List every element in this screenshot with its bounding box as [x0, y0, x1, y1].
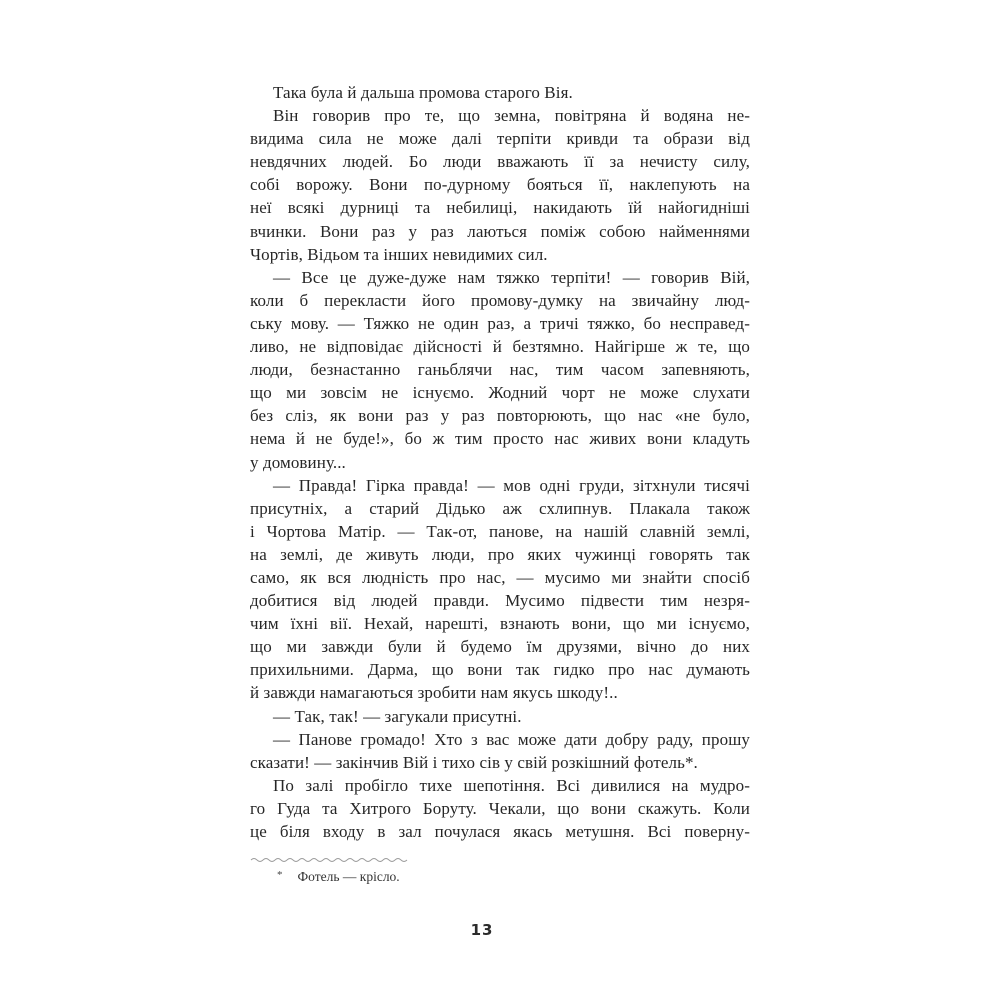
text-line: ську мову. — Тяжко не один раз, а тричі тяжко, бо несправед- — [250, 313, 750, 333]
paragraph — [250, 104, 750, 266]
text-line: видима сила не може далі терпіти кривди та образи від — [250, 129, 750, 149]
text-line: прихильними. Дарма, що вони так гидко про нас думають — [250, 660, 750, 680]
text-line: коли б перекласти його промову-думку на звичайну люд- — [250, 290, 750, 310]
text-line: — Правда! Гірка правда! — мов одні груди, зітхнули тисячі — [273, 475, 750, 495]
text-line: у домовину... — [250, 452, 346, 472]
text-line: По залі пробігло тихе шепотіння. Всі дивилися на мудро- — [273, 775, 750, 795]
text-block — [250, 81, 750, 843]
text-line: це біля входу в зал почулася якась метушня. Всі поверну- — [250, 822, 750, 841]
text-line: Чортів, Відьом та інших невидимих сил. — [250, 244, 548, 264]
footnote-text: Фотель — крісло. — [297, 869, 400, 884]
footnote-separator-wavy-rule — [250, 856, 413, 862]
page-number: 13 — [470, 921, 494, 939]
paragraph — [250, 266, 750, 474]
text-line: сказати! — закінчив Вій і тихо сів у свій розкішний фотель*. — [250, 752, 698, 772]
text-line: само, як вся людність про нас, — мусимо ми знайти спосіб — [250, 567, 750, 587]
text-line: го Гуда та Хитрого Боруту. Чекали, що вони скажуть. Коли — [250, 798, 750, 818]
text-line: добитися від людей правди. Мусимо підвести тим незря- — [250, 591, 750, 611]
text-line: вчинки. Вони раз у раз лаються поміж собою найменнями — [250, 221, 750, 241]
text-line: без сліз, як вони раз у раз повторюють, що нас «не було, — [250, 406, 750, 426]
text-line: ливо, не відповідає дійсності й безтямно. Найгірше ж те, що — [250, 337, 750, 357]
footnote-line — [250, 867, 750, 885]
text-line: і Чортова Матір. — Так-от, панове, на нашій славній землі, — [250, 521, 750, 541]
text-line: — Все це дуже-дуже нам тяжко терпіти! — говорив Вій, — [273, 267, 750, 287]
text-line: — Так, так! — загукали присутні. — [273, 706, 522, 726]
text-line: невдячних людей. Бо люди вважають її за нечисту силу, — [250, 152, 750, 172]
paragraph — [250, 81, 750, 104]
text-line: Така була й дальша промова старого Вія. — [273, 83, 573, 102]
paragraph — [250, 705, 750, 728]
text-line: — Панове громадо! Хто з вас може дати добру раду, прошу — [273, 729, 750, 749]
text-line: неї всякі дурниці та небилиці, накидають їй найогидніші — [250, 198, 750, 218]
text-line: на землі, де живуть люди, про яких чужинці говорять так — [250, 544, 750, 564]
paragraph — [250, 728, 750, 774]
text-line: собі ворожу. Вони по-дурному бояться її, наклепують на — [250, 175, 750, 195]
text-line: Він говорив про те, що земна, повітряна й водяна не- — [273, 106, 750, 126]
footnote-marker: * — [277, 869, 283, 881]
paragraph — [250, 774, 750, 843]
text-line: нема й не буде!», бо ж тим просто нас живих вони кладуть — [250, 429, 750, 449]
text-line: люди, безнастанно ганьблячи нас, тим часом запевняють, — [250, 360, 750, 380]
text-line: присутніх, а старий Дідько аж схлипнув. Плакала також — [250, 498, 750, 518]
text-line: що ми зовсім не існуємо. Жодний чорт не може слухати — [250, 383, 750, 403]
text-line: що ми завжди були й будемо їм друзями, вічно до них — [250, 637, 750, 657]
text-line: й завжди намагаються зробити нам якусь шкоду!.. — [250, 683, 618, 703]
text-line: чим їхні вії. Нехай, нарешті, взнають вони, що ми існуємо, — [250, 614, 750, 634]
paragraph — [250, 474, 750, 705]
footnote — [250, 856, 750, 885]
